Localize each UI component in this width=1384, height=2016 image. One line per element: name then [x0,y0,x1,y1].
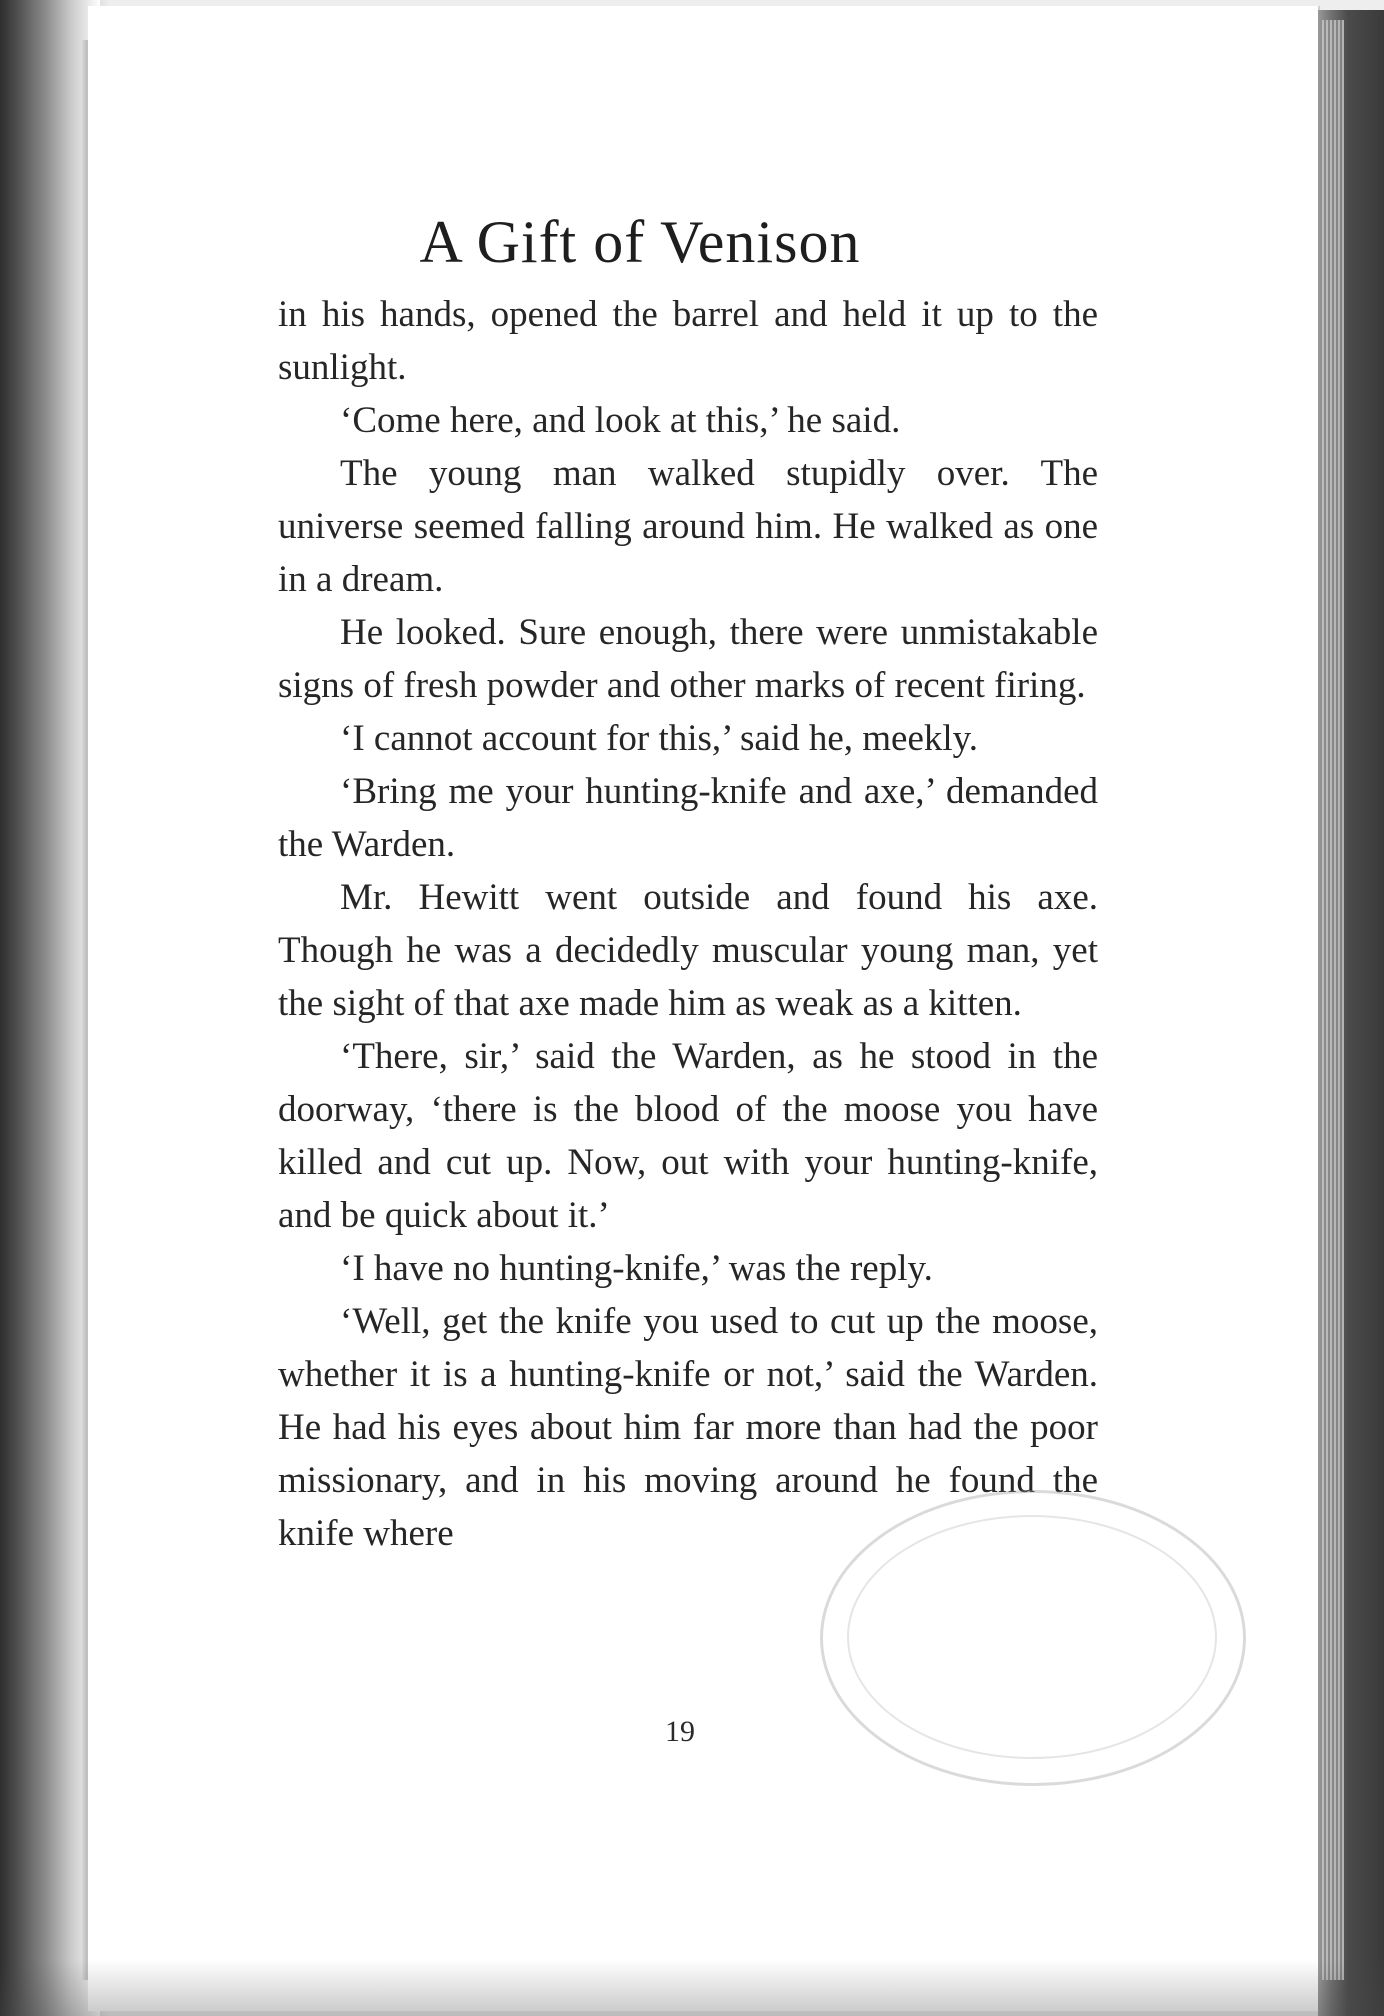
paragraph: ‘Bring me your hunting-knife and axe,’ demanded the Warden. [278,771,1098,865]
body-text [278,288,1098,1560]
paragraph: ‘Come here, and look at this,’ he said. [340,400,901,441]
paragraph: ‘There, sir,’ said the Warden, as he stood in the doorway, ‘there is the blood of the moose you have killed and cut up. Now, out with your hunting-knife, and be quick about it.’ [278,1036,1098,1236]
page-number: 19 [665,1715,695,1748]
paragraph: The young man walked stupidly over. The universe seemed falling around him. He walked as one in a dream. [278,453,1098,600]
library-stamp [820,1490,1246,1786]
paragraph: Mr. Hewitt went outside and found his axe. Though he was a decidedly muscular young man, yet the sight of that axe made him as weak as a kitten. [278,877,1098,1024]
page-stack-edges [1322,20,1344,1980]
paragraph: ‘I have no hunting-knife,’ was the reply. [340,1248,933,1289]
running-head: A Gift of Venison [419,209,861,275]
scan-bottom-shadow [0,1960,1384,2016]
library-stamp-inner-ring [847,1515,1217,1759]
paragraph: ‘I cannot account for this,’ said he, meekly. [340,718,979,759]
paragraph: in his hands, opened the barrel and held it up to the sunlight. [278,294,1098,388]
paragraph: He looked. Sure enough, there were unmistakable signs of fresh powder and other marks of recent firing. [278,612,1098,706]
paragraph: ‘Well, get the knife you used to cut up the moose, whether it is a hunting-knife or not,’ said the Warden. He had his eyes about him far more than had the poor missionary, and in his moving around he found the knife where [278,1301,1098,1554]
